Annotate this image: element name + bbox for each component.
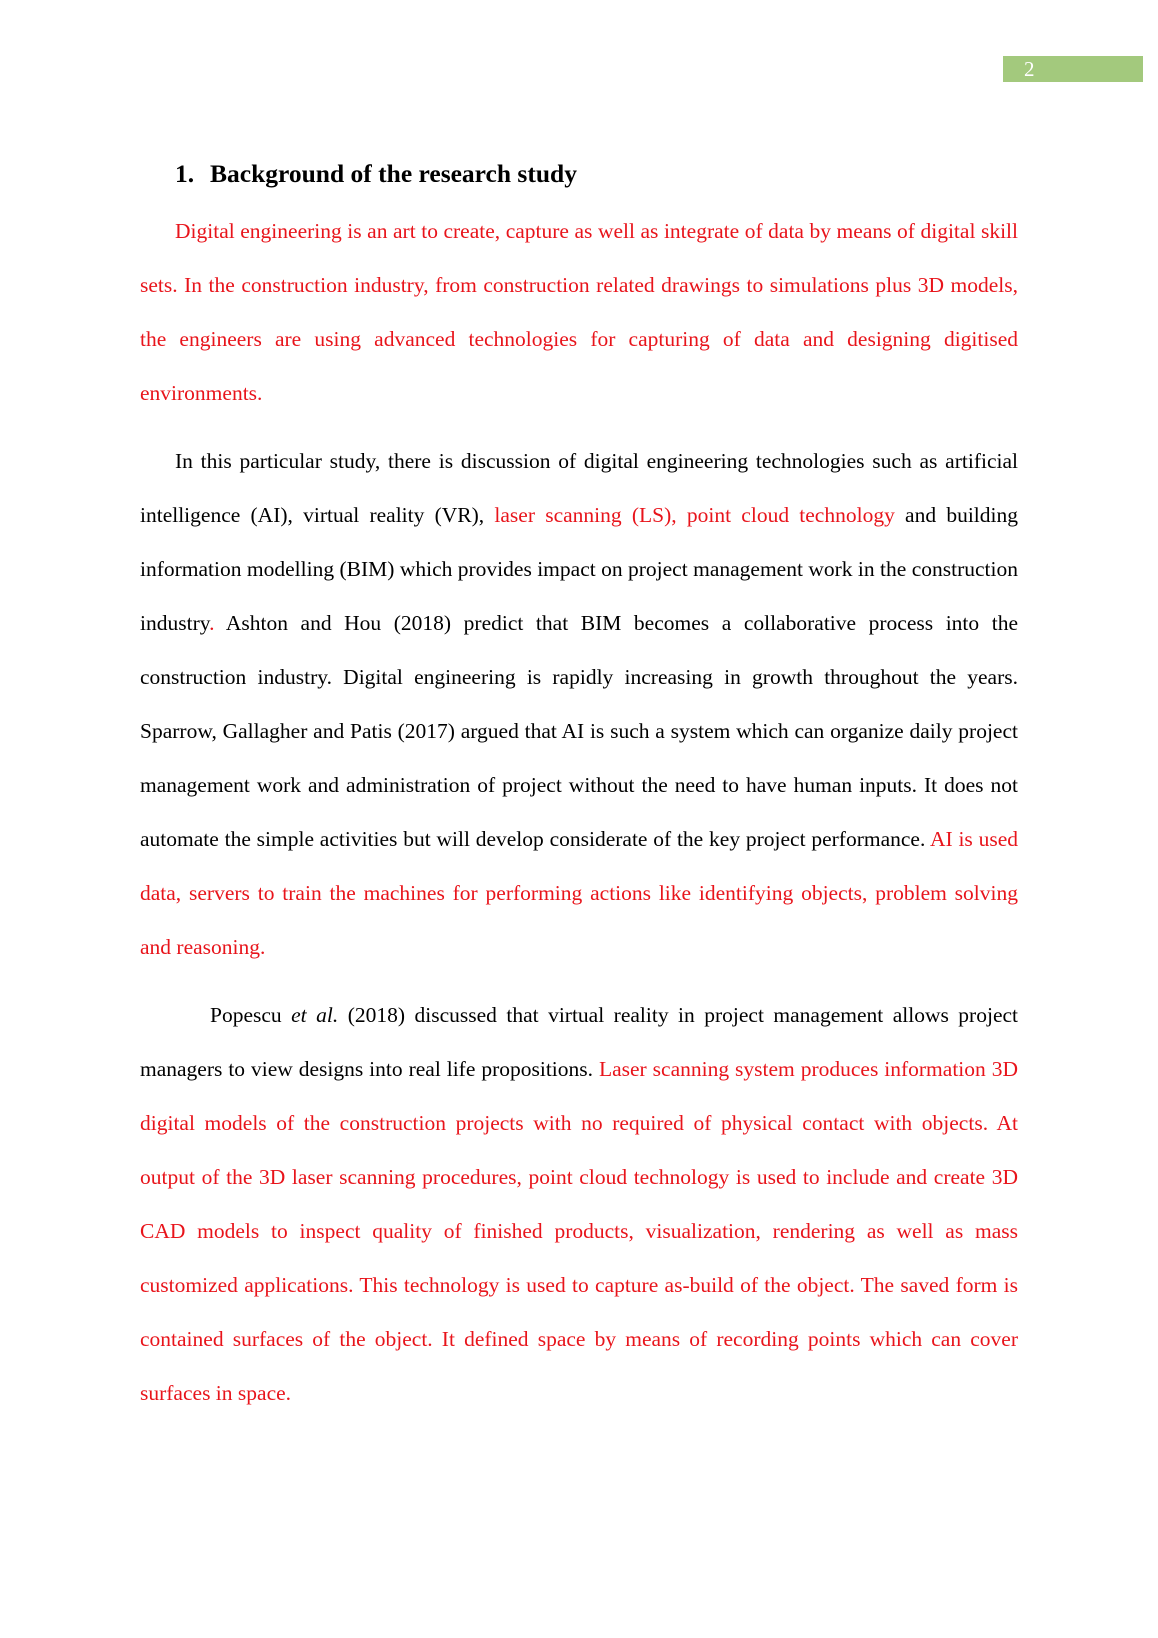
paragraph-2-highlight-ai: AI is used data, servers to train the machines for performing actions like identifying objects, problem solving and reasoning.: [140, 827, 1018, 959]
paragraph-3: [140, 988, 1018, 1420]
document-body: [140, 158, 1018, 1420]
paragraph-3-et-al: et al.: [291, 1003, 339, 1027]
paragraph-2-bim-text: and building information modelling (BIM) which provides impact on project management work in the construction industry: [140, 503, 1018, 635]
section-number: 1.: [175, 159, 195, 188]
paragraph-3-author: Popescu: [210, 1003, 292, 1027]
paragraph-2: [140, 434, 1018, 974]
paragraph-3-vr-text: (2018) discussed that virtual reality in project management allows project managers to view designs into real life propositions.: [140, 1003, 1018, 1081]
paragraph-3-highlight-laser: Laser scanning system produces information 3D digital models of the construction projects with no required of physical contact with objects. At output of the 3D laser scanning procedures, point cloud technology is used to include and create 3D CAD models to inspect quality of finished products, visualization, rendering as well as mass customized applications. This technology is used to capture as-build of the object. The saved form is contained surfaces of the object. It defined space by means of recording points which can cover surfaces in space.: [140, 1057, 1018, 1405]
paragraph-1-text: Digital engineering is an art to create, capture as well as integrate of data by means of digital skill sets. In the construction industry, from construction related drawings to simulations plus 3D models, the engineers are using advanced technologies for capturing of data and designing digitised environments.: [140, 219, 1018, 405]
paragraph-1: [140, 204, 1018, 420]
section-title: Background of the research study: [210, 159, 577, 188]
paragraph-2-body: Ashton and Hou (2018) predict that BIM becomes a collaborative process into the construction industry. Digital engineering is rapidly increasing in growth throughout the years. Sparrow, Gallagher and Patis (2017) argued that AI is such a system which can organize daily project management work and administration of project without the need to have human inputs. It does not automate the simple activities but will develop considerate of the key project performance.: [140, 611, 1018, 851]
section-heading: [175, 158, 1018, 190]
paragraph-2-highlight-technologies: laser scanning (LS), point cloud technology: [494, 503, 895, 527]
paragraph-2-red-period: .: [209, 611, 215, 635]
paragraph-2-intro: In this particular study, there is discussion of digital engineering technologies such as artificial intelligence (AI), virtual reality (VR),: [140, 449, 1018, 527]
page-number: 2: [1003, 56, 1143, 82]
